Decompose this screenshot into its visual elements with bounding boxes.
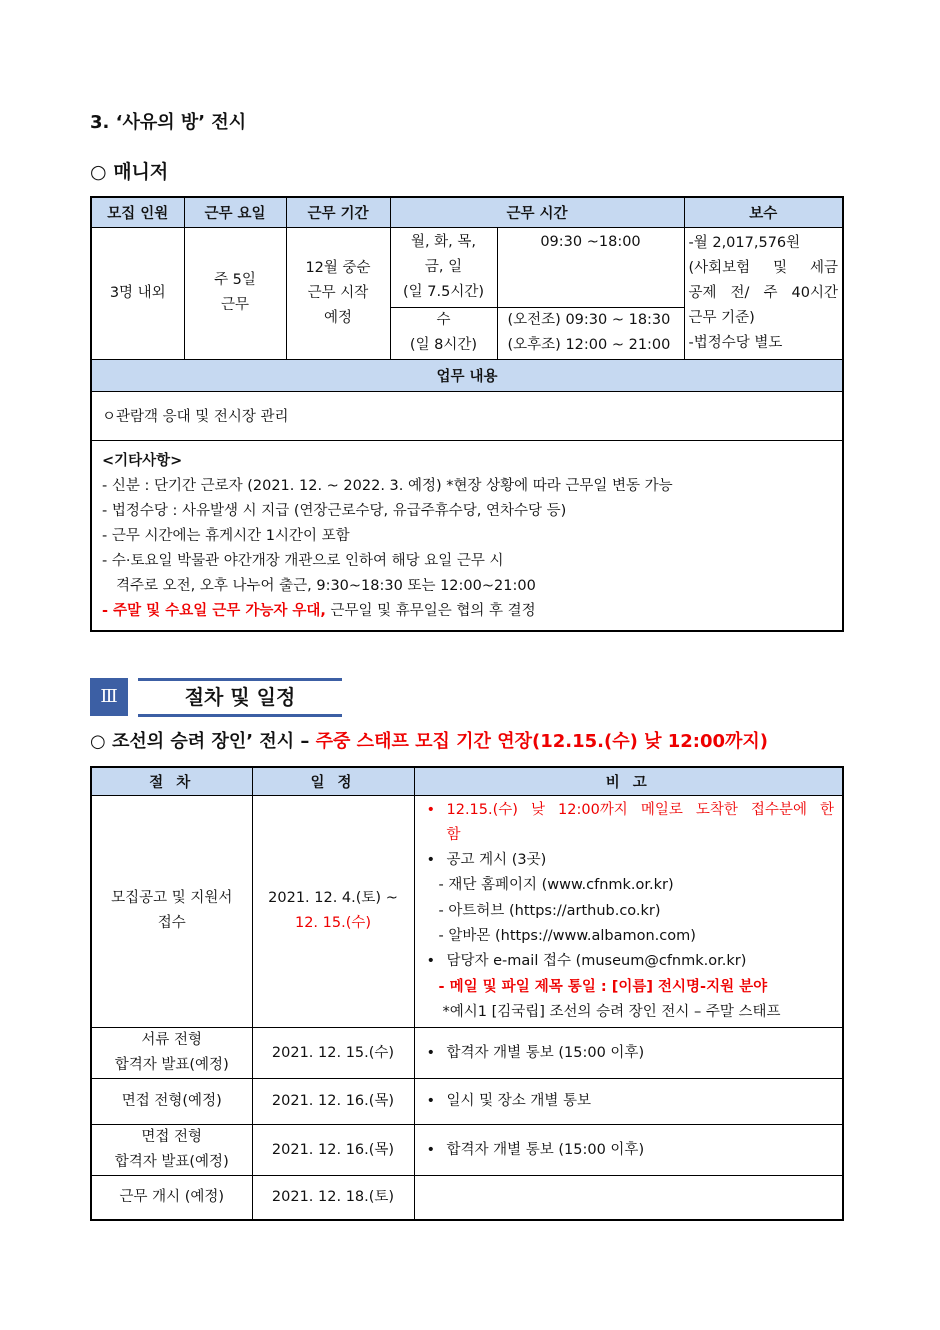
table-row bbox=[91, 1125, 843, 1176]
manager-heading: ○ 매니저 bbox=[90, 161, 169, 183]
note-cell: • 일시 및 장소 개별 통보 bbox=[414, 1079, 843, 1125]
hours-a-days: 월, 화, 목, 금, 일 (일 7.5시간) bbox=[390, 227, 497, 307]
step-cell: 근무 개시 (예정) bbox=[91, 1176, 252, 1220]
header-recruit: 모집 인원 bbox=[91, 197, 184, 227]
date-cell: 2021. 12. 4.(토) ~ 12. 15.(수) bbox=[252, 795, 414, 1028]
duty-header-row bbox=[91, 359, 843, 391]
note-cell: • 합격자 개별 통보 (15:00 이후) bbox=[414, 1125, 843, 1176]
header-date: 일 정 bbox=[252, 767, 414, 795]
misc-notes bbox=[91, 440, 843, 631]
pay-info: -월 2,017,576원 (사회보험 및 세금 공제 전/ 주 40시간 근무 기준) -법정수당 별도 bbox=[684, 227, 843, 359]
header-note: 비 고 bbox=[414, 767, 843, 795]
hours-b-days: 수 (일 8시간) bbox=[390, 307, 497, 359]
misc-item-preferred: - 주말 및 수요일 근무 가능자 우대, 근무일 및 휴무일은 협의 후 결정 bbox=[102, 602, 536, 619]
misc-item: - 신분 : 단기간 근로자 (2021. 12. ~ 2022. 3. 예정) *현장 상황에 따라 근무일 변동 가능 bbox=[102, 477, 673, 494]
date-cell: 2021. 12. 16.(목) bbox=[252, 1125, 414, 1176]
misc-item: - 수·토요일 박물관 야간개장 개관으로 인하여 해당 요일 근무 시 bbox=[102, 552, 504, 569]
section-title: 절차 및 일정 bbox=[138, 678, 342, 717]
date-cell: 2021. 12. 18.(토) bbox=[252, 1176, 414, 1220]
table-row bbox=[91, 795, 843, 1028]
hours-a-time: 09:30 ~18:00 bbox=[497, 227, 684, 307]
date-cell: 2021. 12. 15.(수) bbox=[252, 1028, 414, 1079]
section-number: Ⅲ bbox=[90, 678, 128, 716]
step-cell: 모집공고 및 지원서 접수 bbox=[91, 795, 252, 1028]
header-days: 근무 요일 bbox=[184, 197, 286, 227]
misc-item: - 법정수당 : 사유발생 시 지급 (연장근로수당, 유급주휴수당, 연차수당 등) bbox=[102, 502, 567, 519]
header-pay: 보수 bbox=[684, 197, 843, 227]
step-cell: 서류 전형 합격자 발표(예정) bbox=[91, 1028, 252, 1079]
section-3-title: 3. ‘사유의 방’ 전시 bbox=[90, 112, 247, 133]
misc-item: 격주로 오전, 오후 나누어 출근, 9:30~18:30 또는 12:00~21:00 bbox=[116, 577, 536, 594]
misc-item: - 근무 시간에는 휴게시간 1시간이 포함 bbox=[102, 527, 350, 544]
hours-b-time: (오전조) 09:30 ~ 18:30 (오후조) 12:00 ~ 21:00 bbox=[497, 307, 684, 359]
duty-header: 업무 내용 bbox=[91, 359, 843, 391]
schedule-table bbox=[90, 766, 844, 1221]
header-hours: 근무 시간 bbox=[390, 197, 684, 227]
header-period: 근무 기간 bbox=[286, 197, 390, 227]
manager-header-row bbox=[91, 197, 843, 227]
misc-title: <기타사항> bbox=[102, 452, 183, 469]
recruit-count: 3명 내외 bbox=[91, 227, 184, 359]
joseon-heading: ○ 조선의 승려 장인’ 전시 – 주중 스태프 모집 기간 연장(12.15.(수) 낮 12:00까지) bbox=[90, 731, 769, 752]
duty-content: ㅇ관람객 응대 및 전시장 관리 bbox=[91, 391, 843, 440]
section-header bbox=[90, 678, 342, 716]
note-cell: • 합격자 개별 통보 (15:00 이후) bbox=[414, 1028, 843, 1079]
work-period: 12월 중순 근무 시작 예정 bbox=[286, 227, 390, 359]
manager-table bbox=[90, 196, 844, 632]
schedule-header-row bbox=[91, 767, 843, 795]
header-step: 절 차 bbox=[91, 767, 252, 795]
step-cell: 면접 전형 합격자 발표(예정) bbox=[91, 1125, 252, 1176]
table-row bbox=[91, 1079, 843, 1125]
note-cell bbox=[414, 1176, 843, 1220]
table-row bbox=[91, 1176, 843, 1220]
note-cell: • 12.15.(수) 낮 12:00까지 메일로 도착한 접수분에 한 함 • 공고 게시 (3곳) - 재단 홈페이지 (www.cfnmk.or.kr) - 아트허브 (https://arthub.co.kr) - 알바몬 (https://www.albamon.com) • 담당자 e-mail 접수 (museum@cfnmk.or.kr) - 메일 및 파일 제목 통일 : [이름] 전시명-지원 분야 *예시1 [김국립] 조선의 승려 장인 전시 – 주말 스태프 bbox=[414, 795, 843, 1028]
work-days: 주 5일 근무 bbox=[184, 227, 286, 359]
step-cell: 면접 전형(예정) bbox=[91, 1079, 252, 1125]
table-row bbox=[91, 1028, 843, 1079]
date-cell: 2021. 12. 16.(목) bbox=[252, 1079, 414, 1125]
